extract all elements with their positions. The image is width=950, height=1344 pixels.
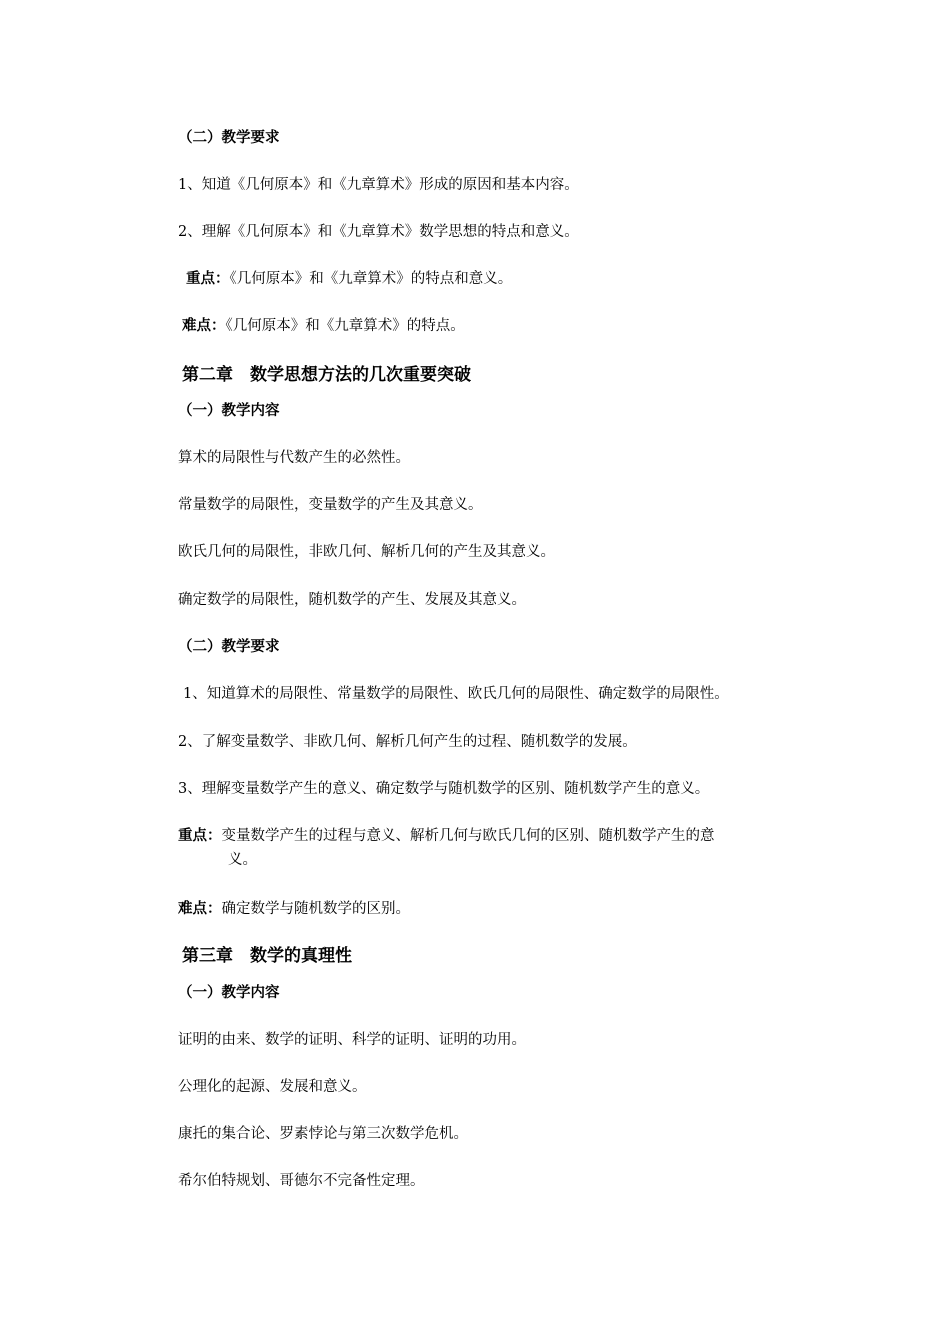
requirement-item: 2、理解《几何原本》和《九章算术》数学思想的特点和意义。: [178, 224, 579, 240]
teaching-requirements-heading: （二）教学要求: [178, 130, 280, 146]
requirement-item: 2、了解变量数学、非欧几何、解析几何产生的过程、随机数学的发展。: [178, 734, 637, 750]
key-point-text-continued: 义。: [228, 852, 257, 868]
content-item: 常量数学的局限性，变量数学的产生及其意义。: [178, 497, 483, 513]
requirement-item: 3、理解变量数学产生的意义、确定数学与随机数学的区别、随机数学产生的意义。: [178, 781, 710, 797]
key-point-label: 重点：: [186, 271, 230, 287]
difficult-point: [178, 899, 410, 919]
teaching-content-heading: （一）教学内容: [178, 403, 280, 419]
key-point: [178, 824, 808, 872]
content-item: 希尔伯特规划、哥德尔不完备性定理。: [178, 1173, 425, 1189]
content-item: 公理化的起源、发展和意义。: [178, 1079, 367, 1095]
difficult-point-text: 《几何原本》和《九章算术》的特点。: [225, 318, 465, 334]
key-point-label: 重点：: [178, 828, 222, 844]
content-item: 康托的集合论、罗素悖论与第三次数学危机。: [178, 1126, 468, 1142]
difficult-point-text: 确定数学与随机数学的区别。: [221, 901, 410, 917]
difficult-point-label: 难点：: [178, 901, 222, 917]
key-point-text: 变量数学产生的过程与意义、解析几何与欧氏几何的区别、随机数学产生的意: [221, 828, 715, 844]
difficult-point: [182, 316, 465, 336]
requirement-item: 1、知道《几何原本》和《九章算术》形成的原因和基本内容。: [178, 177, 579, 193]
content-item: 确定数学的局限性，随机数学的产生、发展及其意义。: [178, 592, 526, 608]
chapter-3-title: 第三章 数学的真理性: [182, 946, 352, 966]
content-item: 证明的由来、数学的证明、科学的证明、证明的功用。: [178, 1032, 526, 1048]
teaching-content-heading: （一）教学内容: [178, 985, 280, 1001]
difficult-point-label: 难点：: [182, 318, 226, 334]
content-item: 算术的局限性与代数产生的必然性。: [178, 450, 410, 466]
key-point-text: 《几何原本》和《九章算术》的特点和意义。: [229, 271, 513, 287]
content-item: 欧氏几何的局限性，非欧几何、解析几何的产生及其意义。: [178, 544, 555, 560]
requirement-item: 1、知道算术的局限性、常量数学的局限性、欧氏几何的局限性、确定数学的局限性。: [183, 686, 729, 702]
key-point: [186, 269, 512, 289]
teaching-requirements-heading: （二）教学要求: [178, 639, 280, 655]
chapter-2-title: 第二章 数学思想方法的几次重要突破: [182, 365, 471, 385]
